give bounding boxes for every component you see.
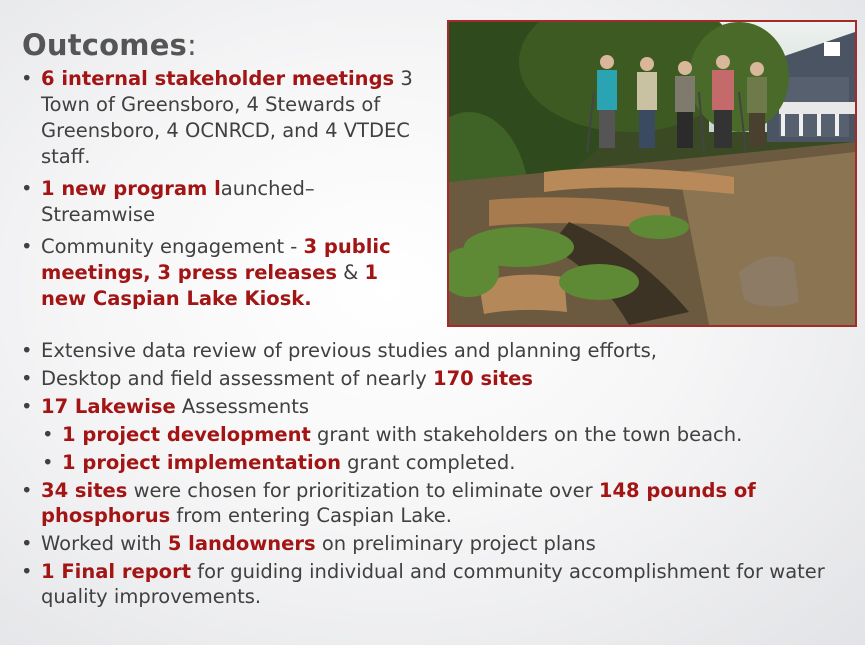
highlight-text: 34 sites: [41, 479, 128, 502]
bullet-item: [41, 422, 850, 447]
bullet-item: [20, 394, 850, 419]
highlight-text: 1 Final report: [41, 560, 192, 583]
project-photo: [447, 20, 857, 327]
body-text: 3 Town of Greensboro, 4 Stewards of Greensboro, 4 OCNRCD, and 4 VTDEC staff.: [41, 67, 413, 168]
bullet-item: [20, 176, 430, 228]
body-text: aunched– Streamwise: [41, 177, 315, 226]
highlight-text: 148 pounds of phosphorus: [41, 479, 756, 527]
body-text: for guiding individual and community accomplishment for water quality improvements.: [41, 560, 825, 608]
bullet-item: [20, 531, 850, 556]
slide-title: [22, 28, 197, 62]
highlight-text: 5 landowners: [167, 532, 316, 555]
title-colon: :: [187, 28, 198, 62]
bullet-item: [20, 559, 850, 609]
highlight-text: 1 new program l: [41, 177, 221, 200]
bullet-item: [41, 450, 850, 475]
bullet-item: [20, 478, 850, 528]
highlight-text: 1 project implementation: [62, 451, 341, 474]
body-text: on preliminary project plans: [315, 532, 596, 555]
body-text: Desktop and field assessment of nearly: [41, 367, 434, 390]
highlight-text: 170 sites: [433, 367, 533, 390]
top-bullet-list: [20, 66, 430, 318]
body-text: from entering Caspian Lake.: [170, 504, 452, 527]
body-text: were chosen for prioritization to eliminate over: [127, 479, 599, 502]
body-text: Extensive data review of previous studies and planning efforts,: [41, 339, 657, 362]
highlight-text: 1 project development: [62, 423, 311, 446]
highlight-text: 1 new Caspian Lake Kiosk.: [41, 261, 379, 310]
body-text: Worked with: [41, 532, 168, 555]
body-text: grant with stakeholders on the town beach.: [310, 423, 743, 446]
bullet-item: [20, 234, 430, 312]
body-text: &: [336, 261, 365, 284]
body-text: Assessments: [175, 395, 310, 418]
highlight-text: 17 Lakewise: [41, 395, 176, 418]
highlight-text: 3 public meetings, 3 press releases: [41, 235, 391, 284]
body-text: grant completed.: [340, 451, 516, 474]
body-text: Community engagement -: [41, 235, 304, 258]
title-text: Outcomes: [22, 28, 188, 62]
bullet-item: [20, 338, 850, 363]
highlight-text: 6 internal stakeholder meetings: [41, 67, 395, 90]
photo-icon: [449, 22, 855, 325]
bullet-item: [20, 66, 430, 170]
bottom-bullet-list: [20, 338, 850, 612]
bullet-item: [20, 366, 850, 391]
